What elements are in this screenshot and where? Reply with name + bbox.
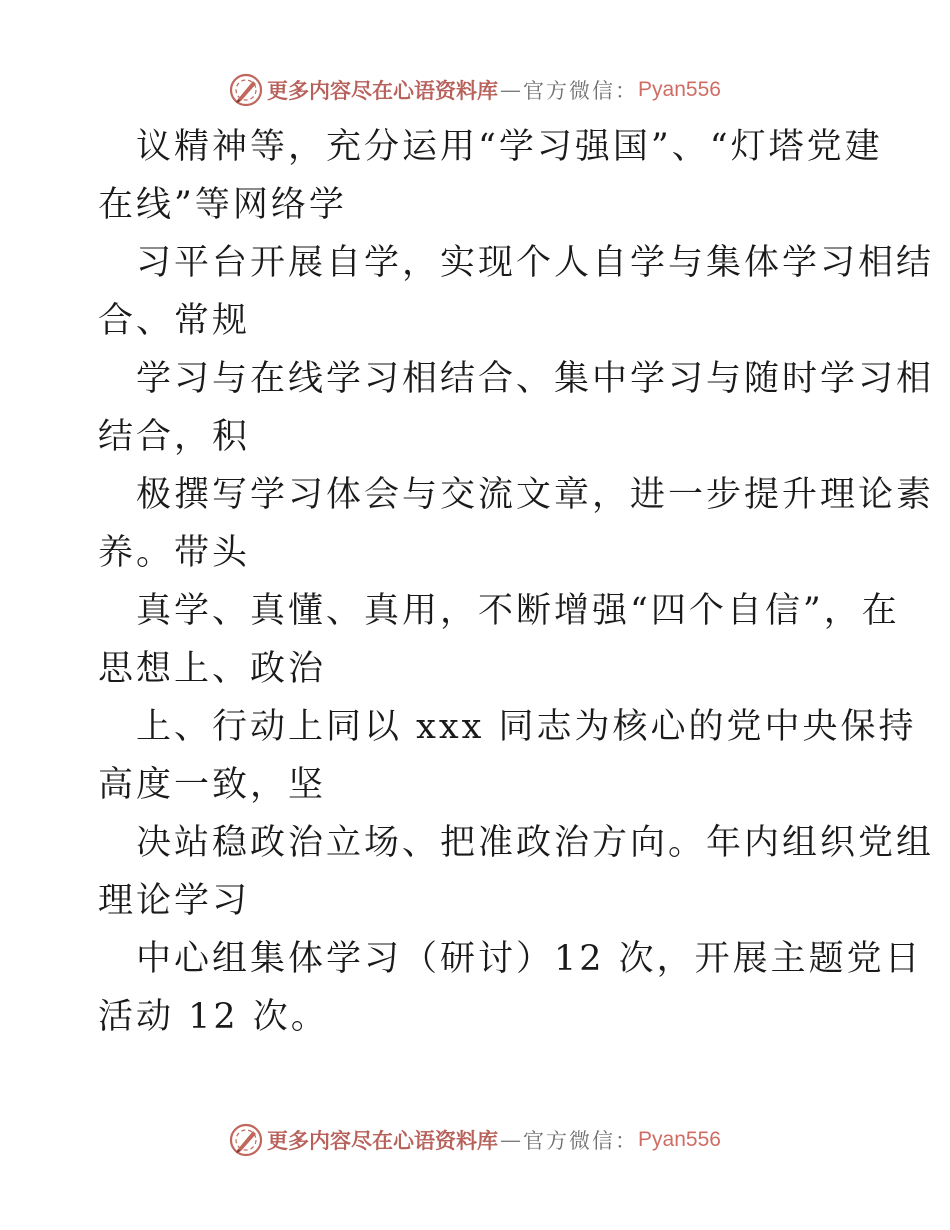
paragraph-line: 议精神等，充分运用“学习强国”、“灯塔党建 [136,127,883,167]
paragraph-line: 真学、真懂、真用，不断增强“四个自信”，在 [136,591,900,631]
pen-logo-icon [229,1123,263,1157]
paragraph-line: 极撰写学习体会与交流文章，进一步提升理论素 [136,475,935,515]
paragraph-line: 决站稳政治立场、把准政治方向。年内组织党组 [136,823,935,863]
watermark-text [267,1125,721,1155]
pen-logo-icon [229,73,263,107]
watermark-text [267,75,721,105]
paragraph-line: 理论学习 [98,881,251,921]
paragraph-line: 合、常规 [98,301,251,341]
paragraph-line: 高度一致，坚 [98,765,327,805]
paragraph-line: 上、行动上同以 xxx 同志为核心的党中央保持 [136,707,917,747]
watermark-site-text: 更多内容尽在心语资料库 [267,1128,499,1153]
paragraph-line: 中心组集体学习（研讨）12 次，开展主题党日 [136,939,923,979]
paragraph-line: 养。带头 [98,533,251,573]
paragraph-line: 习平台开展自学，实现个人自学与集体学习相结 [136,243,935,283]
watermark-wechat-id: Pyan556 [638,1128,721,1151]
paragraph-line: 思想上、政治 [98,649,327,689]
footer-watermark [0,1120,950,1160]
watermark-site-text: 更多内容尽在心语资料库 [267,78,499,103]
document-body [98,118,935,1046]
paragraph-line: 结合，积 [98,417,251,457]
watermark-wechat-id: Pyan556 [638,78,721,101]
header-watermark [0,70,950,110]
watermark-wechat-label: 官方微信： [523,1129,639,1153]
watermark-wechat-label: 官方微信： [523,79,639,103]
paragraph-line: 在线”等网络学 [98,185,347,225]
paragraph-line: 学习与在线学习相结合、集中学习与随时学习相 [136,359,935,399]
paragraph-line: 活动 12 次。 [98,997,329,1037]
watermark-dash: — [500,1128,522,1152]
watermark-dash: — [500,78,522,102]
